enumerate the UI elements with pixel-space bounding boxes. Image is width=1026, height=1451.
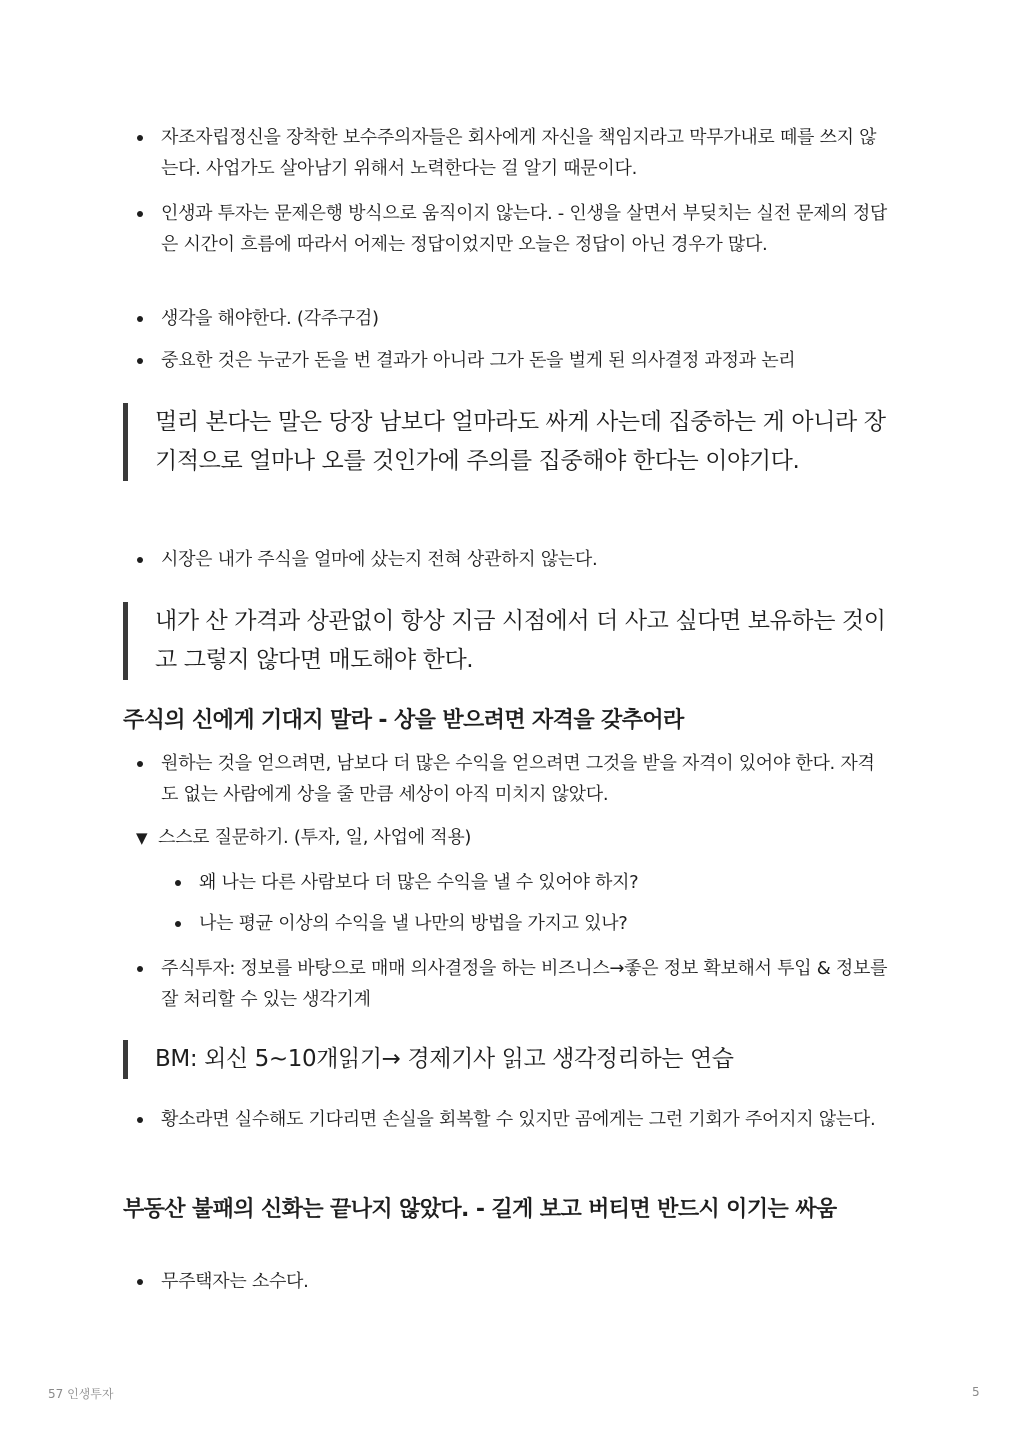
list-item-text: 원하는 것을 얻으려면, 남보다 더 많은 수익을 얻으려면 그것을 받을 자격이 있어야 한다. 자격도 없는 사람에게 상을 줄 만큼 세상이 아직 미치지 않았다.: [161, 753, 875, 805]
list-item-text: 황소라면 실수해도 기다리면 손실을 회복할 수 있지만 곰에게는 그런 기회가 주어지지 않는다.: [161, 1109, 876, 1130]
bullet-dot: [137, 358, 143, 364]
bullet-dot: [137, 135, 143, 141]
list-item-text: 나는 평균 이상의 수익을 낼 나만의 방법을 가지고 있나?: [199, 913, 628, 934]
list-item-text: 중요한 것은 누군가 돈을 번 결과가 아니라 그가 돈을 벌게 된 의사결정 과정과 논리: [161, 350, 796, 371]
toggle-block[interactable]: [136, 822, 886, 854]
list-item: [178, 908, 898, 939]
section-heading: 주식의 신에게 기대지 말라 - 상을 받으려면 자격을 갖추어라: [123, 708, 684, 733]
section-heading: 부동산 불패의 신화는 끝나지 않았다. - 길게 보고 버티면 반드시 이기는 싸움: [123, 1197, 837, 1222]
bullet-dot: [175, 921, 181, 927]
list-item-text: 무주택자는 소수다.: [161, 1271, 309, 1292]
list-item: [140, 198, 890, 260]
list-item-text: 생각을 해야한다. (각주구검): [161, 308, 379, 329]
bullet-dot: [137, 1117, 143, 1123]
list-item: [140, 1266, 890, 1297]
quote-block: 내가 산 가격과 상관없이 항상 지금 시점에서 더 사고 싶다면 보유하는 것이고 그렇지 않다면 매도해야 한다.: [123, 602, 893, 680]
footer-title: 57 인생투자: [48, 1387, 114, 1401]
list-item: [140, 953, 890, 1015]
list-item: [140, 1104, 890, 1135]
list-item: [140, 122, 890, 184]
list-item: [140, 544, 890, 575]
list-item-text: 왜 나는 다른 사람보다 더 많은 수익을 낼 수 있어야 하지?: [199, 872, 639, 893]
toggle-label: 스스로 질문하기. (투자, 일, 사업에 적용): [158, 827, 472, 848]
bullet-dot: [137, 761, 143, 767]
toggle-triangle-icon[interactable]: ▼: [136, 829, 148, 847]
list-item: [140, 345, 890, 376]
list-item-text: 자조자립정신을 장착한 보수주의자들은 회사에게 자신을 책임지라고 막무가내로 떼를 쓰지 않는다. 사업가도 살아남기 위해서 노력한다는 걸 알기 때문이다.: [161, 127, 877, 179]
list-item: [178, 867, 898, 898]
quote-block: BM: 외신 5~10개읽기→ 경제기사 읽고 생각정리하는 연습: [123, 1040, 893, 1079]
list-item: [140, 303, 890, 334]
footer-page-number: 5: [972, 1385, 980, 1399]
bullet-dot: [137, 966, 143, 972]
list-item-text: 시장은 내가 주식을 얼마에 샀는지 전혀 상관하지 않는다.: [161, 549, 598, 570]
list-item: [140, 748, 890, 810]
list-item-text: 인생과 투자는 문제은행 방식으로 움직이지 않는다. - 인생을 살면서 부딪치는 실전 문제의 정답은 시간이 흐름에 따라서 어제는 정답이었지만 오늘은 정답이 아닌 경우가 많다.: [161, 203, 888, 255]
bullet-dot: [137, 557, 143, 563]
bullet-dot: [137, 1279, 143, 1285]
bullet-dot: [137, 211, 143, 217]
bullet-dot: [175, 880, 181, 886]
bullet-dot: [137, 316, 143, 322]
quote-block: 멀리 본다는 말은 당장 남보다 얼마라도 싸게 사는데 집중하는 게 아니라 장기적으로 얼마나 오를 것인가에 주의를 집중해야 한다는 이야기다.: [123, 403, 893, 481]
list-item-text: 주식투자: 정보를 바탕으로 매매 의사결정을 하는 비즈니스→좋은 정보 확보해서 투입 & 정보를 잘 처리할 수 있는 생각기계: [161, 958, 888, 1010]
